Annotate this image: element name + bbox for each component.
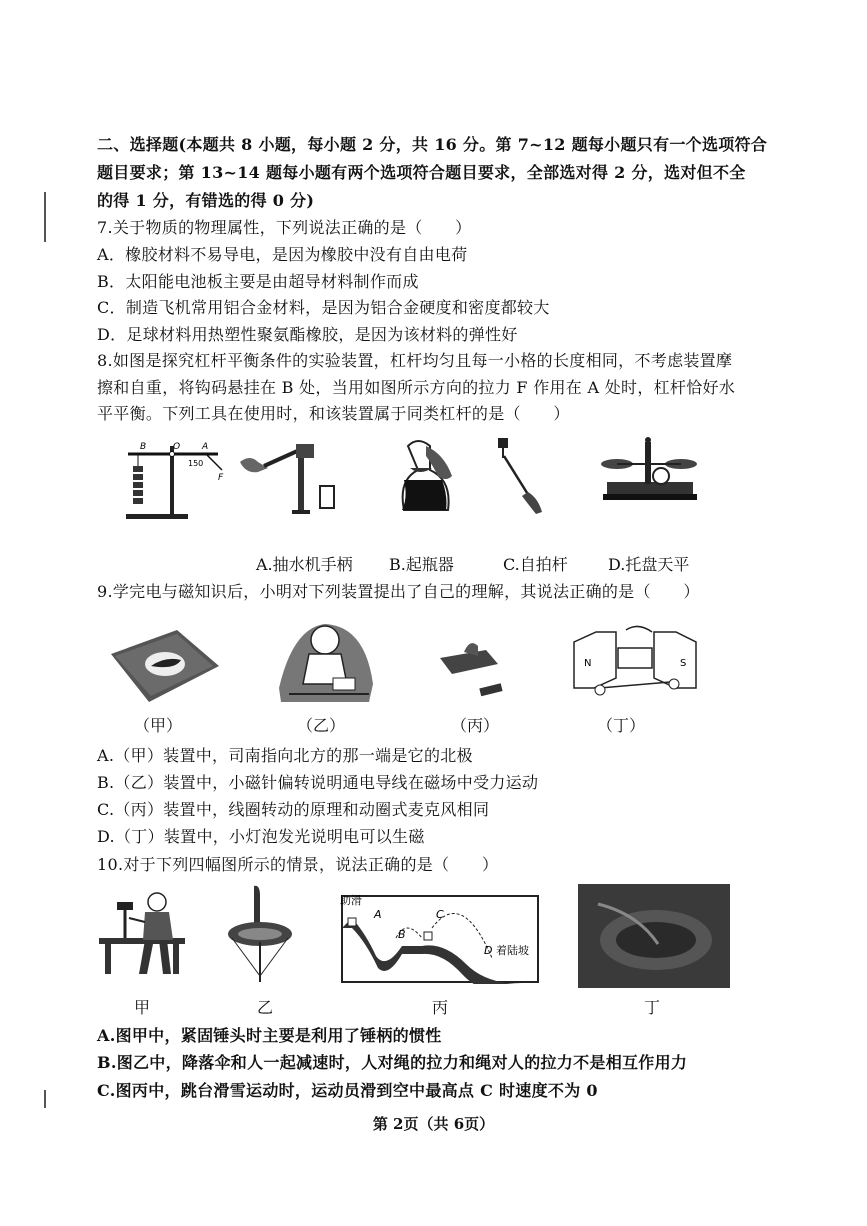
q7-stem: 7.关于物质的物理属性，下列说法正确的是（ ） [97,218,472,237]
parachute-figure [224,882,296,986]
section-header-line3: 的得 1 分，有错选的得 0 分) [97,191,315,210]
lever-label-a: A [202,442,209,452]
oersted-experiment-figure [275,618,379,706]
q8-stem-line3: 平平衡。下列工具在使用时，和该装置属于同类杠杆的是（ ） [97,404,570,423]
magnet-label-n: N [584,658,592,669]
q9-fig-label-bing: （丙） [451,716,500,735]
magnet-label-s: S [680,658,687,669]
q9-option-b: B.（乙）装置中，小磁针偏转说明通电导线在磁场中受力运动 [97,773,539,792]
q9-option-d: D.（丁）装置中，小灯泡发光说明电可以生磁 [97,827,425,846]
lever-label-f: F [218,473,224,483]
ski-label-landing: 着陆坡 [496,944,529,957]
motor-coil-figure [438,634,510,702]
q8-option-b: B.起瓶器 [389,555,454,574]
q9-fig-label-ding: （丁） [597,716,646,735]
q8-option-d: D.托盘天平 [608,555,690,574]
q7-option-b: B．太阳能电池板主要是由超导材料制作而成 [97,272,419,291]
q10-fig-label-ding: 丁 [644,998,661,1017]
binding-mark-top [44,192,46,242]
pump-handle-figure [234,440,346,520]
lever-label-o: O [173,442,181,452]
q8-option-a: A.抽水机手柄 [256,555,353,574]
ski-label-d: D [484,944,493,957]
balance-scale-figure [597,434,701,506]
q10-fig-label-yi: 乙 [257,998,274,1017]
q8-stem-line2: 擦和自重，将钩码悬挂在 B 处，当用如图所示方向的拉力 F 作用在 A 处时，杠杆恰好水 [97,378,736,397]
page-footer: 第 2页（共 6页） [372,1115,495,1133]
q10-fig-label-jia: 甲 [134,998,151,1017]
q10-option-a: A.图甲中，紧固锤头时主要是利用了锤柄的惯性 [97,1026,442,1045]
section-header-line2: 题目要求；第 13~14 题每小题有两个选项符合题目要求，全部选对得 2 分，选对但不全 [97,163,746,182]
q9-option-c: C.（丙）装置中，线圈转动的原理和动圈式麦克风相同 [97,800,490,819]
ski-label-c: C [436,908,444,921]
ski-jump-figure [336,888,542,984]
q7-option-d: D．足球材料用热塑性聚氨酯橡胶，是因为该材料的弹性好 [97,325,518,344]
binding-mark-bottom [44,1090,46,1108]
q9-fig-label-yi: （乙） [297,716,346,735]
q7-option-a: A．橡胶材料不易导电，是因为橡胶中没有自由电荷 [97,245,468,264]
lever-apparatus-figure [118,438,228,522]
q9-stem: 9.学完电与磁知识后，小明对下列装置提出了自己的理解，其说法正确的是（ ） [97,582,700,601]
selfie-stick-figure [492,434,552,518]
compass-sinan-figure [103,622,223,706]
ski-label-b: B [398,928,406,941]
photo-ding-figure [578,884,730,988]
q10-fig-label-bing: 丙 [432,998,449,1017]
q8-stem-line1: 8.如图是探究杠杆平衡条件的实验装置，杠杆均匀且每一小格的长度相同，不考虑装置摩 [97,351,733,370]
q9-fig-label-jia: （甲） [134,716,183,735]
q7-option-c: C．制造飞机常用铝合金材料，是因为铝合金硬度和密度都较大 [97,298,550,317]
q8-option-c: C.自拍杆 [503,555,568,574]
ski-label-start: 助滑 [340,894,362,907]
section-header-line1: 二、选择题(本题共 8 小题，每小题 2 分，共 16 分。第 7~12 题每小题只有一个选项符合 [97,135,768,154]
hammer-scene-figure [95,888,191,980]
bottle-opener-figure [390,436,464,516]
q10-option-b: B.图乙中，降落伞和人一起减速时，人对绳的拉力和绳对人的拉力不是相互作用力 [97,1053,688,1072]
lever-label-b: B [140,442,147,452]
q9-option-a: A.（甲）装置中，司南指向北方的那一端是它的北极 [97,746,473,765]
lever-label-angle: 150 [188,459,204,468]
q10-stem: 10.对于下列四幅图所示的情景，说法正确的是（ ） [97,855,499,874]
q10-option-c: C.图丙中，跳台滑雪运动时，运动员滑到空中最高点 C 时速度不为 0 [97,1081,598,1100]
generator-apparatus-figure [570,622,700,700]
ski-label-a: A [374,908,382,921]
